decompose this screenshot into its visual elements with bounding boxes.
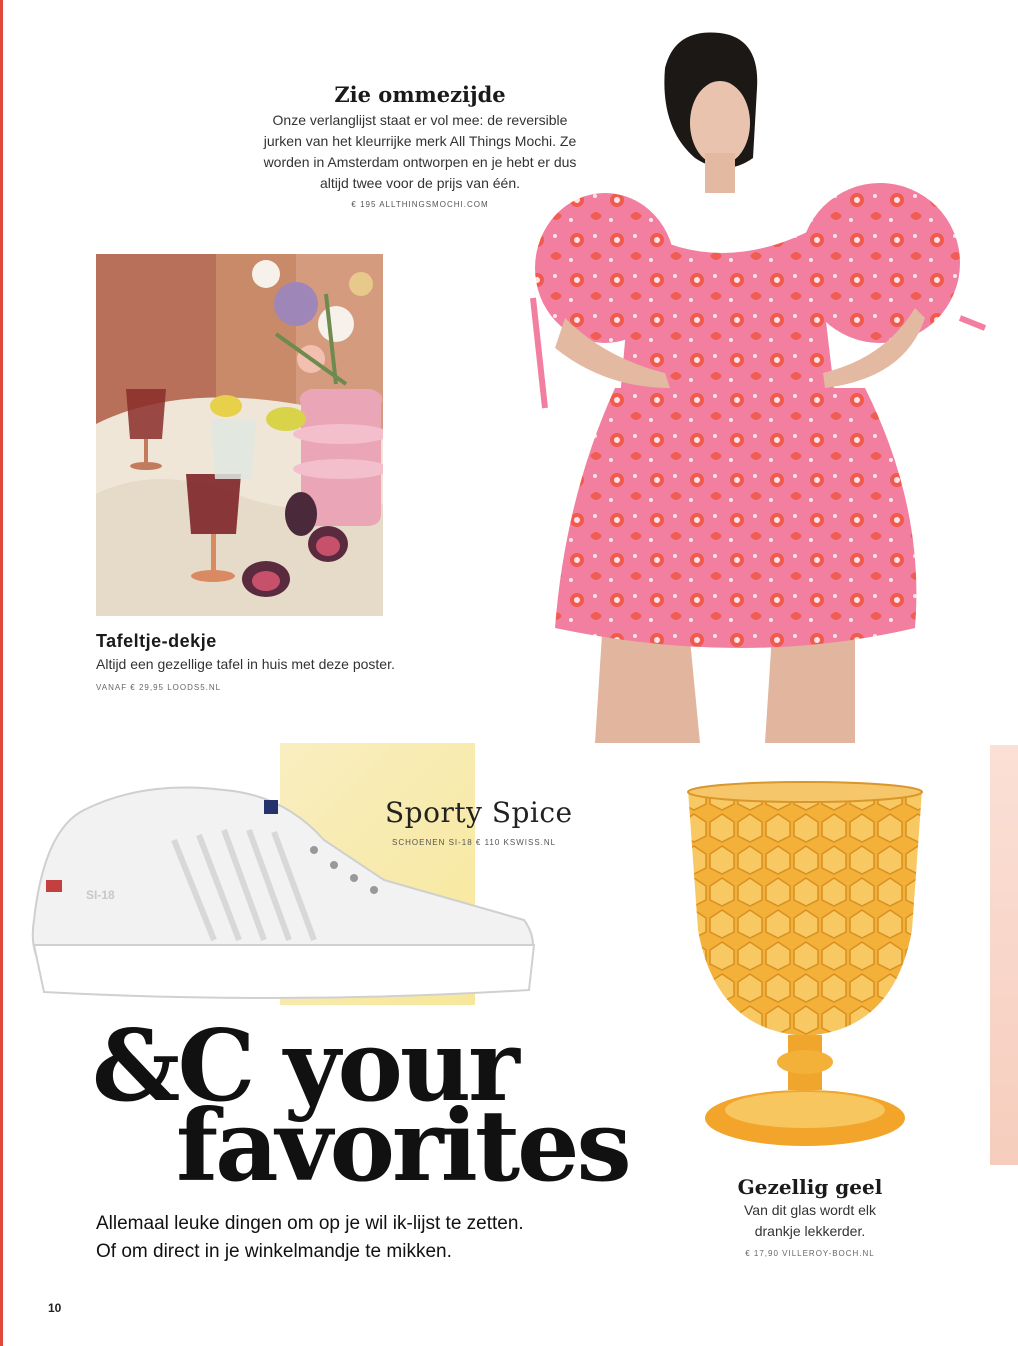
intro-text [96, 1210, 656, 1266]
glass-photo [680, 780, 930, 1165]
sporty-price: SCHOENEN SI-18 € 110 KSWISS.NL [392, 838, 557, 847]
model-illustration [525, 28, 995, 743]
page-number: 10 [48, 1301, 62, 1315]
tafel-body: Altijd een gezellige tafel in huis met deze poster. [96, 656, 395, 672]
geel-title: Gezellig geel [737, 1175, 883, 1199]
poster-image [96, 254, 383, 616]
sporty-title: Sporty Spice [385, 796, 573, 829]
geel-body: Van dit glas wordt elk drankje lekkerder. [743, 1202, 877, 1239]
model-photo [525, 28, 995, 743]
intro-line-2: Of om direct in je winkelmandje te mikken. [96, 1241, 452, 1262]
page-edge [0, 0, 3, 1346]
intro-line-1: Allemaal leuke dingen om op je wil ik-lijst te zetten. [96, 1213, 524, 1234]
tafel-title: Tafeltje-dekje [96, 631, 217, 651]
omme-title: Zie ommezijde [334, 82, 506, 107]
omme-price: € 195 ALLTHINGSMOCHI.COM [351, 200, 489, 209]
geel-price: € 17,90 VILLEROY-BOCH.NL [745, 1249, 875, 1258]
poster-illustration [96, 254, 383, 616]
headline-line-2: favorites [176, 1089, 629, 1204]
glass-illustration [680, 780, 930, 1165]
headline-line-1: &C your [92, 1009, 517, 1124]
pink-strip [990, 745, 1018, 1165]
omme-body: Onze verlanglijst staat er vol mee: de reversible jurken van het kleurrijke merk All Things Mochi. Ze worden in Amsterdam ontworpen en je hebt er dus altijd twee voor de prijs van één. [263, 112, 577, 191]
sneaker-label: SI-18 [86, 888, 115, 902]
tafel-price: VANAF € 29,95 LOODS5.NL [96, 683, 222, 692]
